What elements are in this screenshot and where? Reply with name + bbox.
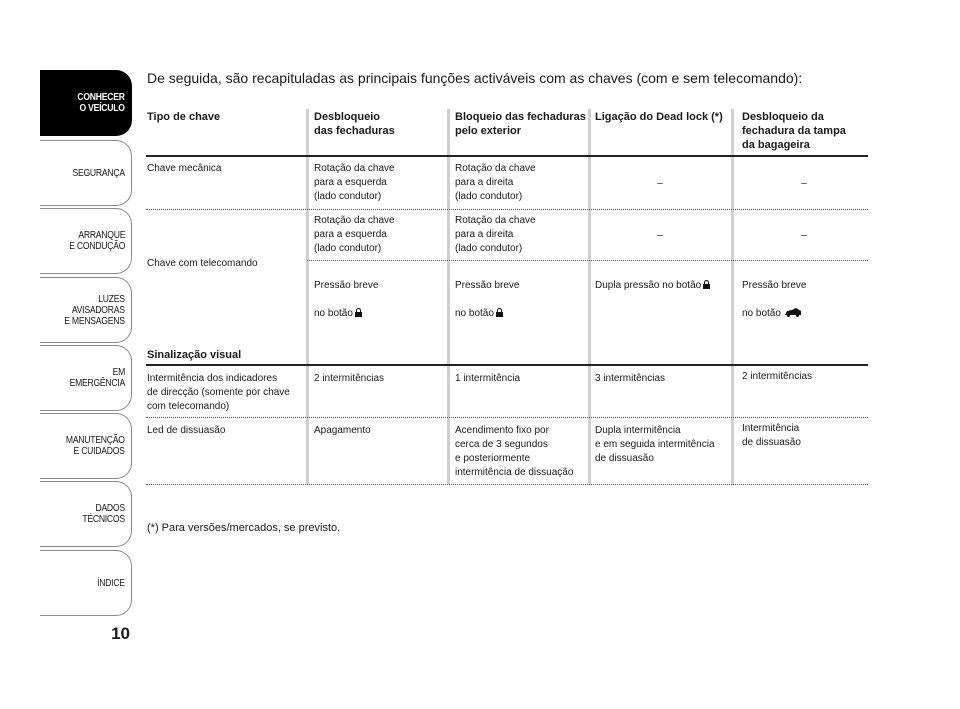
row-mechanical-trunk: –	[801, 178, 807, 189]
tab-label: ÍNDICE	[97, 576, 125, 589]
row-led-lock: Acendimento fixo por cerca de 3 segundos e posteriormente intermitência de dissuação	[455, 425, 574, 478]
row-led-type: Led de dissuasão	[147, 425, 226, 436]
tab-label: MANUTENÇÃO E CUIDADOS	[66, 434, 125, 457]
trunk-line1: Pressão breve	[742, 280, 807, 291]
tab-arranque-e-conducao[interactable]	[40, 208, 132, 274]
row-remote-a-lock: Rotação da chave para a direita (lado condutor)	[455, 215, 536, 254]
row-mechanical-unlock: Rotação da chave para a esquerda (lado condutor)	[314, 163, 395, 202]
lock-line1: Pressão breve	[455, 280, 520, 291]
header-key-type: Tipo de chave	[147, 111, 221, 123]
column-separator	[731, 109, 734, 485]
tab-manutencao-e-cuidados[interactable]	[40, 413, 132, 479]
deadlock-text: Dupla pressão no botão	[595, 280, 702, 291]
lock-line2	[455, 307, 519, 321]
row-remote-b-deadlock	[595, 265, 710, 293]
trunk-line2-text: no botão	[742, 308, 781, 319]
tab-label: ARRANQUE E CONDUÇÃO	[69, 229, 125, 252]
lock-icon	[703, 280, 710, 289]
header-unlock: Desbloqueio das fechaduras	[314, 111, 395, 137]
tab-em-emergencia[interactable]	[40, 345, 132, 411]
column-separator	[306, 109, 309, 485]
tab-dados-tecnicos[interactable]	[40, 481, 132, 547]
header-trunk: Desbloqueio da fechadura da tampa da bagageira	[742, 111, 846, 151]
lock-line2-text: no botão	[455, 308, 494, 319]
row-indicators-lock: 1 intermitência	[455, 373, 521, 384]
row-indicators-type: Intermitência dos indicadores de direcção (somente por chave com telecomando)	[147, 373, 290, 412]
page-number: 10	[111, 624, 130, 643]
row-remote-a-trunk: –	[801, 230, 807, 241]
row-divider	[146, 417, 868, 418]
footnote: (*) Para versões/mercados, se previsto.	[147, 522, 341, 534]
row-led-unlock: Apagamento	[314, 425, 371, 436]
section-rule	[146, 364, 868, 366]
header-lock: Bloqueio das fechaduras pelo exterior	[455, 111, 586, 137]
row-remote-b-unlock	[314, 265, 378, 335]
row-remote-a-deadlock: –	[657, 230, 663, 241]
row-mechanical-deadlock: –	[657, 178, 663, 189]
row-remote-type: Chave com telecomando	[147, 258, 258, 269]
tab-label: CONHECER O VEÍCULO	[77, 91, 125, 114]
header-rule	[146, 155, 868, 157]
row-divider	[307, 260, 868, 261]
intro-text: De seguida, são recapituladas as principais funções activáveis com as chaves (com e sem telecomando):	[147, 70, 803, 86]
column-separator	[588, 109, 591, 485]
row-remote-a-unlock: Rotação da chave para a esquerda (lado condutor)	[314, 215, 395, 254]
lock-icon	[496, 308, 503, 317]
tab-label: SEGURANÇA	[72, 166, 125, 179]
tab-luzes-avisadoras[interactable]	[40, 277, 132, 343]
table-bottom-rule	[146, 484, 868, 485]
row-indicators-deadlock: 3 intermitências	[595, 373, 666, 384]
lock-icon	[355, 308, 362, 317]
tab-label: LUZES AVISADORAS E MENSAGENS	[64, 292, 125, 327]
row-led-trunk: Intermitência de dissuasão	[742, 423, 801, 448]
unlock-line2	[314, 307, 378, 321]
section-visual-signaling: Sinalização visual	[147, 349, 242, 361]
row-divider	[146, 209, 868, 210]
trunk-line2	[742, 307, 806, 321]
row-led-deadlock: Dupla intermitência e em seguida intermitência de dissuasão	[595, 425, 715, 464]
unlock-line1: Pressão breve	[314, 280, 379, 291]
car-trunk-icon	[784, 308, 802, 317]
tab-label: DADOS TÉCNICOS	[82, 502, 125, 525]
row-indicators-trunk: 2 intermitências	[742, 371, 813, 382]
row-mechanical-type: Chave mecânica	[147, 163, 222, 174]
row-remote-b-trunk	[742, 265, 806, 335]
tab-conhecer-o-veiculo[interactable]	[40, 70, 132, 136]
tab-label: EM EMERGÊNCIA	[69, 366, 125, 389]
column-separator	[447, 109, 450, 485]
header-deadlock: Ligação do Dead lock (*)	[595, 111, 723, 123]
tab-indice[interactable]	[40, 550, 132, 616]
row-remote-b-lock	[455, 265, 519, 335]
row-mechanical-lock: Rotação da chave para a direita (lado condutor)	[455, 163, 536, 202]
tab-seguranca[interactable]	[40, 140, 132, 206]
unlock-line2-text: no botão	[314, 308, 353, 319]
row-indicators-unlock: 2 intermitências	[314, 373, 385, 384]
